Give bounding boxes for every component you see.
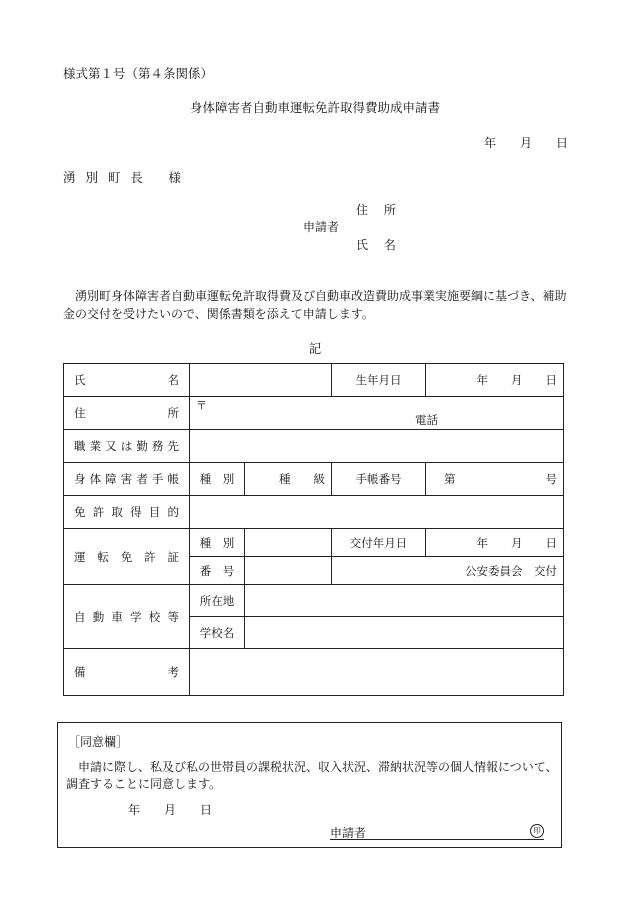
license-label: 運転免許証	[64, 529, 190, 585]
table-row	[64, 364, 564, 397]
handbook-number-suffix: 号	[545, 472, 557, 486]
purpose-field[interactable]	[190, 496, 564, 529]
applicant-label: 申請者	[303, 220, 340, 234]
table-row	[64, 430, 564, 463]
occupation-field[interactable]	[190, 430, 564, 463]
table-row	[64, 496, 564, 529]
table-row	[64, 529, 564, 557]
application-date: 年 月 日	[483, 136, 568, 150]
school-location-field[interactable]	[245, 585, 564, 617]
table-row	[64, 649, 564, 696]
handbook-type-label: 種 別	[190, 463, 245, 496]
school-label: 自動車学校等	[64, 585, 190, 649]
name-field[interactable]	[190, 364, 332, 397]
form-number: 様式第１号（第４条関係）	[63, 66, 214, 81]
address-label: 住所	[64, 397, 190, 430]
address-field[interactable]	[190, 397, 564, 430]
seal-icon: 印	[530, 824, 544, 838]
birthdate-label: 生年月日	[332, 364, 426, 397]
school-name-label: 学校名	[190, 617, 245, 649]
body-text: 湧別町身体障害者自動車運転免許取得費及び自動車改造費助成事業実施要綱に基づき、補助金の交付を受けたいので、関係書類を添えて申請します。	[63, 289, 567, 321]
school-location-label: 所在地	[190, 585, 245, 617]
remarks-field[interactable]	[190, 649, 564, 696]
handbook-number-label: 手帳番号	[332, 463, 426, 496]
consent-box	[57, 722, 562, 848]
document-title: 身体障害者自動車運転免許取得費助成申請書	[189, 100, 440, 115]
license-number-field[interactable]	[245, 557, 332, 585]
issuer-field[interactable]: 公安委員会 交付	[332, 557, 564, 585]
table-row	[64, 463, 564, 496]
consent-signature-line[interactable]	[330, 824, 544, 840]
consent-header: ［同意欄］	[68, 735, 129, 749]
applicant-name-label: 氏 名	[356, 238, 402, 252]
occupation-label: 職業又は勤務先	[64, 430, 190, 463]
name-label: 氏名	[64, 364, 190, 397]
license-number-label: 番 号	[190, 557, 245, 585]
application-table	[63, 363, 564, 696]
school-name-field[interactable]	[245, 617, 564, 649]
applicant-address-label: 住 所	[356, 203, 402, 217]
table-row	[64, 397, 564, 430]
consent-signer-label: 申請者	[330, 826, 367, 840]
postal-mark: 〒	[196, 399, 207, 412]
license-type-field[interactable]	[245, 529, 332, 557]
remarks-label: 備考	[64, 649, 190, 696]
phone-label: 電話	[415, 413, 438, 427]
issue-date-field[interactable]: 年 月 日	[426, 529, 564, 557]
handbook-label: 身体障害者手帳	[64, 463, 190, 496]
purpose-label: 免許取得目的	[64, 496, 190, 529]
table-row	[64, 585, 564, 617]
license-type-label: 種 別	[190, 529, 245, 557]
handbook-number-prefix: 第	[444, 472, 456, 486]
addressee: 湧 別 町 長 様	[63, 170, 184, 185]
issue-date-label: 交付年月日	[332, 529, 426, 557]
handbook-number-field[interactable]	[426, 463, 564, 496]
handbook-grade-label: 種 級	[245, 463, 332, 496]
consent-text: 申請に際し、私及び私の世帯員の課税状況、収入状況、滞納状況等の個人情報について、調査することに同意します。	[66, 760, 558, 791]
consent-date[interactable]: 年 月 日	[128, 803, 213, 817]
ki-label: 記	[308, 341, 322, 356]
birthdate-field[interactable]: 年 月 日	[426, 364, 564, 397]
